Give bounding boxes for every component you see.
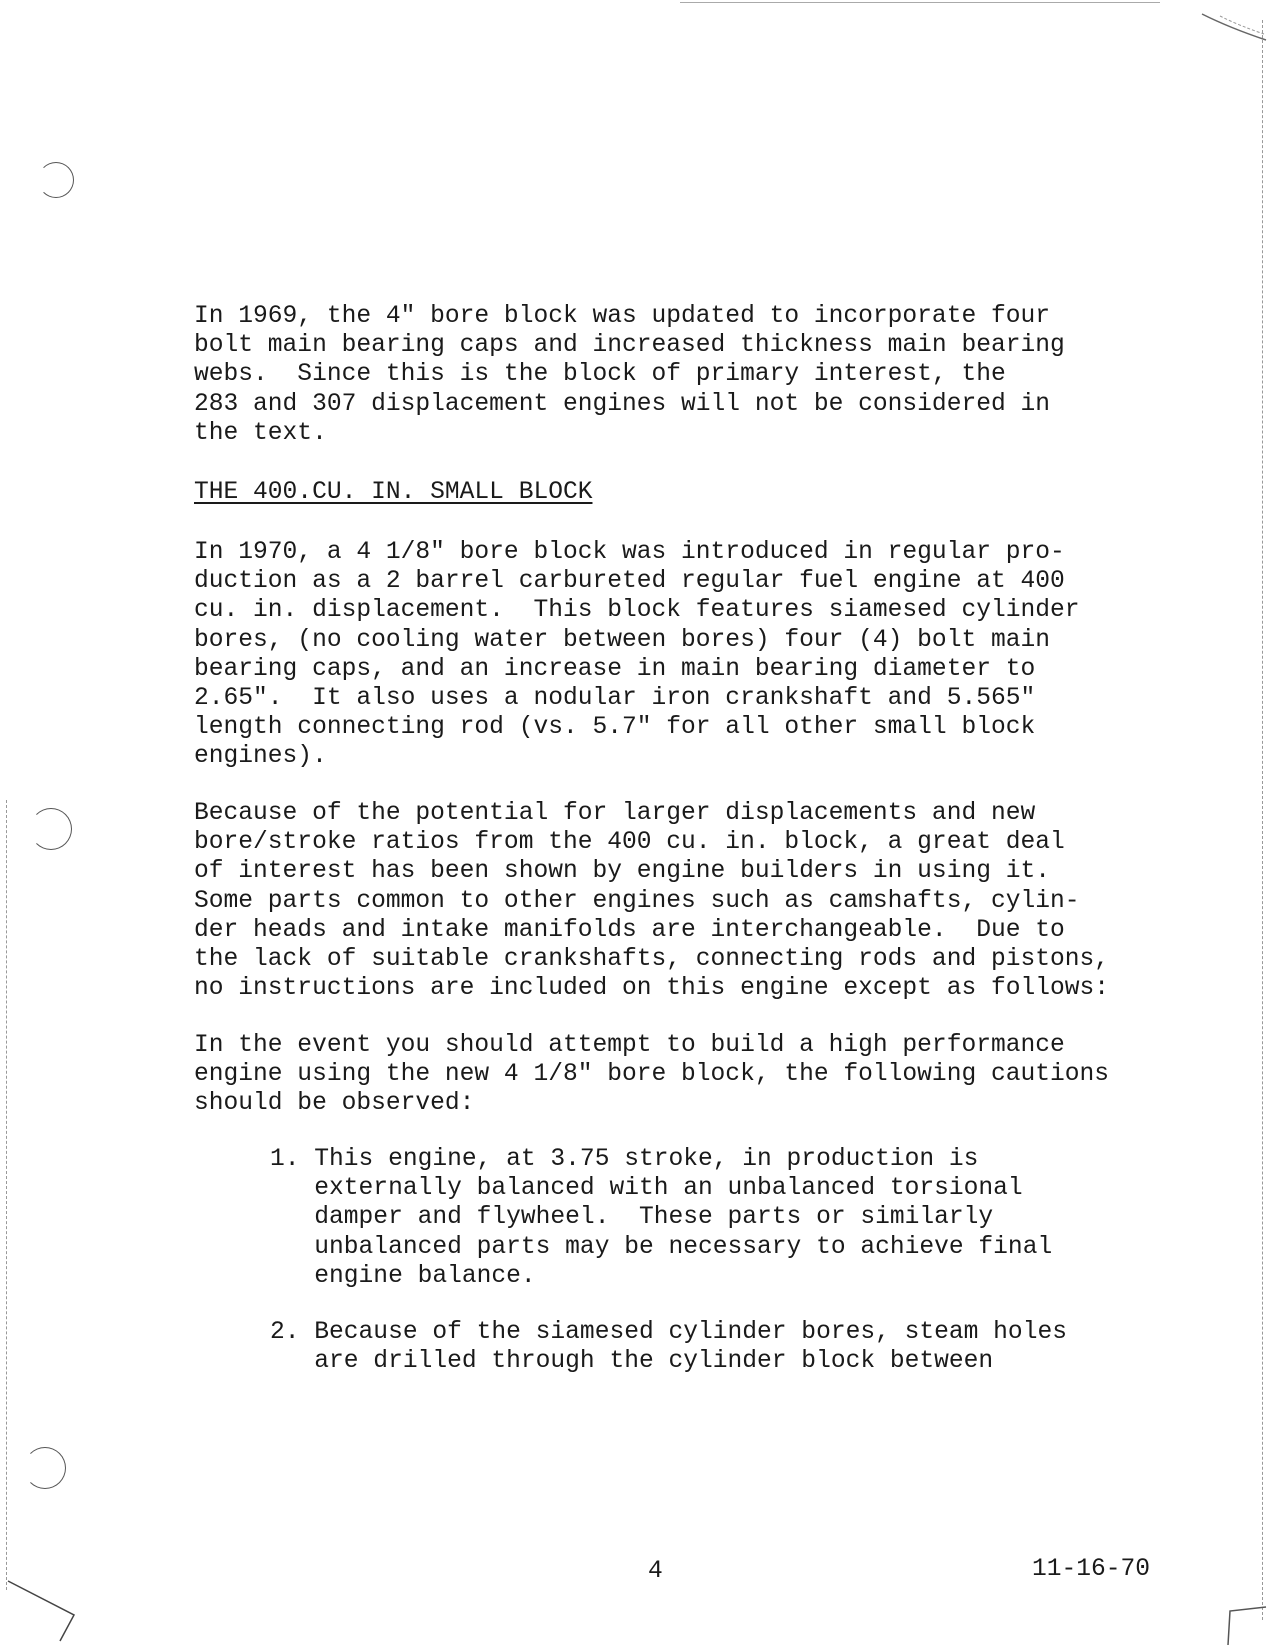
- block-description-paragraph: In 1970, a 4 1/8" bore block was introduced in regular pro- duction as a 2 barrel carbureted regular fuel engine at 400 cu. in. displacement. This block features siamesed cylinder bores, (no cooling water between bores) four (4) bolt main bearing caps, and an increase in main bearing diameter to 2.65". It also uses a nodular iron crankshaft and 5.565" length connecting rod (vs. 5.7" for all other small block engines).: [194, 539, 1080, 771]
- section-heading: THE 400.CU. IN. SMALL BLOCK: [194, 479, 593, 506]
- left-edge-mark: [6, 800, 7, 1590]
- punch-hole-top: [38, 162, 74, 198]
- top-edge-mark: [680, 2, 1160, 3]
- document-date: 11-16-70: [1032, 1556, 1151, 1583]
- corner-fold-mark: [1200, 6, 1270, 46]
- caution-list-item: 1. This engine, at 3.75 stroke, in production is externally balanced with an unbalanced torsional damper and flywheel. These parts or similarly unbalanced parts may be necessary to achieve final engine balance.: [270, 1146, 1053, 1290]
- punch-hole-bottom: [24, 1447, 66, 1489]
- intro-paragraph: In 1969, the 4" bore block was updated to incorporate four bolt main bearing caps and increased thickness main bearing webs. Since this is the block of primary interest, the 283 and 307 displacement engines will not be considered in the text.: [194, 303, 1065, 447]
- interest-paragraph: Because of the potential for larger displacements and new bore/stroke ratios from the 400 cu. in. block, a great deal of interest has been shown by engine builders in using it. Some parts common to other engines such as camshafts, cylin- der heads and intake manifolds are interchangeable. Due to the lack of suitable crankshafts, connecting rods and pistons, no instructions are included on this engine except as follows:: [194, 800, 1110, 1003]
- caution-list-item: 2. Because of the siamesed cylinder bores, steam holes are drilled through the cylinder block between: [270, 1319, 1067, 1376]
- cautions-intro-paragraph: In the event you should attempt to build a high performance engine using the new 4 1/8" bore block, the following cautions should be observed:: [194, 1032, 1110, 1118]
- right-edge-mark: [1262, 20, 1263, 1620]
- bottom-left-fold-mark: [4, 1575, 84, 1645]
- bottom-right-corner-mark: [1222, 1605, 1270, 1646]
- punch-hole-middle: [30, 808, 72, 850]
- page-number: 4: [648, 1558, 663, 1585]
